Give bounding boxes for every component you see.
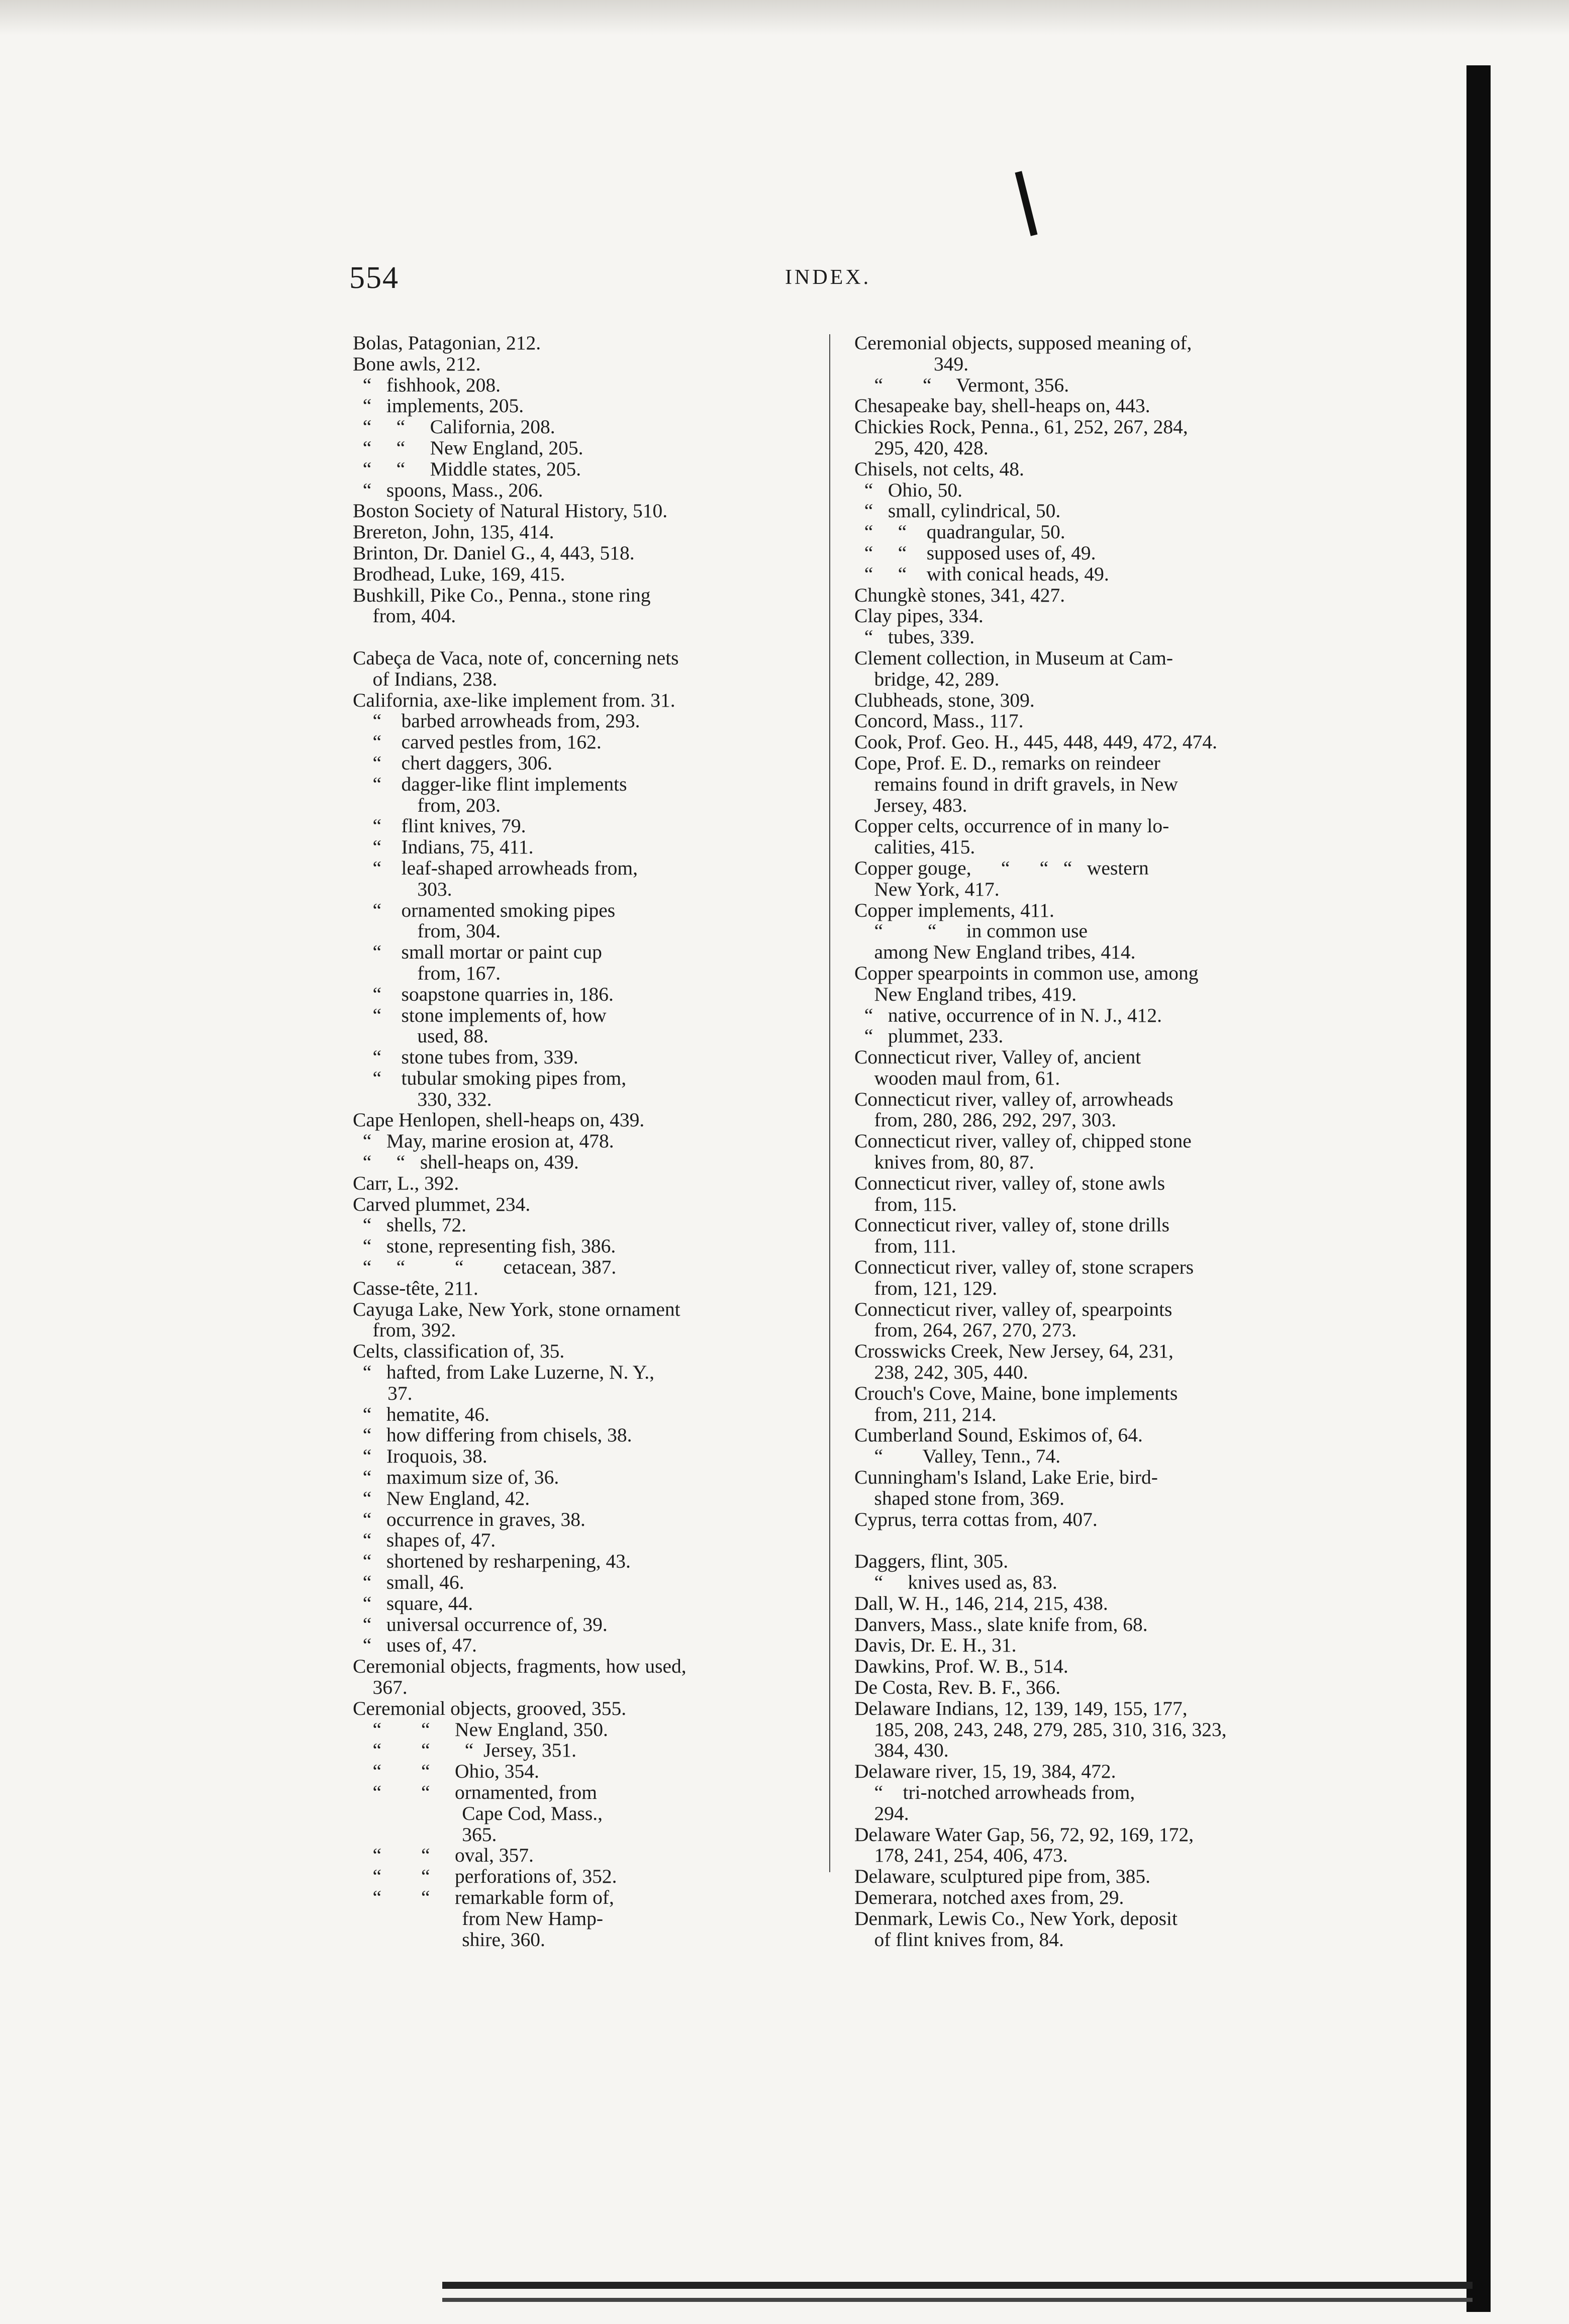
index-entry-line: from New Hamp- [353,1907,604,1929]
index-entry-line: “ “ shell-heaps on, 439. [353,1151,579,1174]
index-entry-line: calities, 415. [854,836,975,858]
index-entry-line: knives from, 80, 87. [854,1151,1034,1174]
index-entry-line: California, axe-like implement from. 31. [353,689,675,711]
index-entry-line: from, 167. [353,961,501,984]
index-entry-line: Bolas, Patagonian, 212. [353,332,541,354]
index-entry-line: “ Valley, Tenn., 74. [854,1445,1061,1468]
index-entry-line: among New England tribes, 414. [854,941,1136,963]
index-entry-line: Carved plummet, 234. [353,1193,531,1215]
index-entry-line: “ “ ornamented, from [353,1781,597,1803]
index-entry-line: wooden maul from, 61. [854,1067,1060,1089]
index-entry-line: Connecticut river, Valley of, ancient [854,1046,1141,1069]
index-entry-line: “ Iroquois, 38. [353,1445,487,1468]
index-entry-line: Brereton, John, 135, 414. [353,521,554,543]
index-entry-line: Cabeça de Vaca, note of, concerning nets [353,646,679,669]
column-divider [829,334,830,1872]
page-number: 554 [349,261,399,295]
index-entry-line: from, 121, 129. [854,1277,998,1299]
index-entry-line: 238, 242, 305, 440. [854,1361,1028,1384]
index-column-left [353,333,825,1950]
index-entry-line: from, 392. [353,1319,456,1341]
index-entry-line: Celts, classification of, 35. [353,1340,565,1363]
index-entry-line: Jersey, 483. [854,794,967,816]
index-entry-line: Bone awls, 212. [353,352,481,375]
index-entry-line: “ knives used as, 83. [854,1571,1057,1594]
index-entry-line: Delaware, sculptured pipe from, 385. [854,1865,1151,1888]
section-gap [353,627,825,648]
index-entry-line: from, 404. [353,605,456,627]
index-entry-line: Cayuga Lake, New York, stone ornament [353,1298,680,1320]
index-entry-line: Cyprus, terra cottas from, 407. [854,1508,1098,1530]
index-entry-line: “ stone implements of, how [353,1004,607,1026]
index-entry-line: Connecticut river, valley of, arrowheads [854,1088,1173,1110]
index-entry-line: “ “ “ cetacean, 387. [353,1256,617,1279]
index-entry-line: “ soapstone quarries in, 186. [353,983,614,1005]
index-entry-line: used, 88. [353,1025,488,1047]
index-entry-line: Ceremonial objects, fragments, how used, [353,1655,687,1678]
index-entry-line: “ universal occurrence of, 39. [353,1613,608,1635]
index-entry-line: Delaware Indians, 12, 139, 149, 155, 177, [854,1697,1188,1719]
index-entry-line: 303. [353,878,452,900]
index-entry-line: Copper spearpoints in common use, among [854,961,1199,984]
index-entry-line: “ uses of, 47. [353,1634,477,1657]
index-entry-line: Brodhead, Luke, 169, 415. [353,562,565,585]
index-entry-line: “ ornamented smoking pipes [353,899,616,921]
index-entry-line: Connecticut river, valley of, stone awls [854,1172,1165,1194]
index-entry-line: of Indians, 238. [353,667,498,690]
index-entry-line: “ maximum size of, 36. [353,1466,559,1489]
section-gap [854,1530,1322,1551]
index-entry-line: “ Ohio, 50. [854,478,963,501]
page-right-edge [1466,65,1491,2312]
index-entry-line: Delaware river, 15, 19, 384, 472. [854,1760,1116,1783]
index-entry-line: “ tubular smoking pipes from, [353,1067,627,1089]
index-entry-line: Demerara, notched axes from, 29. [854,1886,1124,1908]
index-entry-line: “ shortened by resharpening, 43. [353,1550,631,1573]
index-entry-line: from, 115. [854,1193,957,1215]
index-entry-line: 295, 420, 428. [854,436,989,459]
index-entry-line: New York, 417. [854,878,1000,900]
index-entry-line: Connecticut river, valley of, spearpoints [854,1298,1172,1320]
index-entry-line: Cumberland Sound, Eskimos of, 64. [854,1424,1143,1446]
index-entry-line: bridge, 42, 289. [854,667,1000,690]
index-entry-line: “ “ California, 208. [353,416,555,438]
index-entry-line: Copper implements, 411. [854,899,1054,921]
index-entry-line: “ “ New England, 350. [353,1718,608,1740]
index-entry-line: “ how differing from chisels, 38. [353,1424,632,1446]
index-entry-line: Copper gouge, “ “ “ western [854,856,1149,879]
index-entry-line: remains found in drift gravels, in New [854,772,1178,795]
index-entry-line: Boston Society of Natural History, 510. [353,500,668,522]
index-entry-line: “ small, cylindrical, 50. [854,500,1061,522]
index-entry-line: Clement collection, in Museum at Cam- [854,646,1173,669]
index-entry-line: shire, 360. [353,1928,545,1951]
index-entry-line: “ “ New England, 205. [353,436,583,459]
index-entry-line: 178, 241, 254, 406, 473. [854,1844,1068,1867]
index-entry-line: Crosswicks Creek, New Jersey, 64, 231, [854,1340,1173,1363]
index-entry-line: Copper celts, occurrence of in many lo- [854,815,1169,837]
index-entry-line: Cape Henlopen, shell-heaps on, 439. [353,1109,645,1131]
index-entry-line: De Costa, Rev. B. F., 366. [854,1676,1061,1698]
index-entry-line: “ “ quadrangular, 50. [854,521,1065,543]
index-entry-line: 384, 430. [854,1739,949,1762]
index-entry-line: Dall, W. H., 146, 214, 215, 438. [854,1592,1108,1614]
index-entry-line: “ hematite, 46. [353,1403,490,1425]
index-entry-line: “ small mortar or paint cup [353,941,602,963]
index-entry-line: 330, 332. [353,1088,492,1110]
index-entry-line: shaped stone from, 369. [854,1487,1064,1509]
index-entry-line: “ chert daggers, 306. [353,751,553,774]
index-entry-line: Chisels, not celts, 48. [854,457,1024,480]
index-entry-line: Casse-tête, 211. [353,1277,478,1299]
index-entry-line: Clubheads, stone, 309. [854,689,1035,711]
index-entry-line: Crouch's Cove, Maine, bone implements [854,1382,1178,1404]
index-entry-line: Ceremonial objects, grooved, 355. [353,1697,627,1719]
index-entry-line: Danvers, Mass., slate knife from, 68. [854,1613,1148,1635]
index-entry-line: “ “ perforations of, 352. [353,1865,617,1888]
index-entry-line: “ spoons, Mass., 206. [353,478,543,501]
index-entry-line: “ “ remarkable form of, [353,1886,614,1908]
index-entry-line: Concord, Mass., 117. [854,710,1024,732]
page-top-edge [0,0,1569,35]
index-entry-line: from, 280, 286, 292, 297, 303. [854,1109,1117,1131]
index-entry-line: “ carved pestles from, 162. [353,731,602,753]
index-entry-line: “ hafted, from Lake Luzerne, N. Y., [353,1361,654,1384]
index-entry-line: from, 111. [854,1235,956,1257]
index-entry-line: Denmark, Lewis Co., New York, deposit [854,1907,1178,1929]
index-entry-line: “ Indians, 75, 411. [353,836,534,858]
index-entry-line: 37. [353,1382,413,1404]
index-entry-line: “ shapes of, 47. [353,1529,496,1552]
index-entry-line: Clay pipes, 334. [854,605,984,627]
index-entry-line: “ “ supposed uses of, 49. [854,541,1096,564]
index-entry-line: “ “ in common use [854,920,1088,942]
index-entry-line: “ shells, 72. [353,1214,467,1236]
index-entry-line: “ implements, 205. [353,395,524,417]
index-entry-line: Connecticut river, valley of, stone drills [854,1214,1169,1236]
index-entry-line: Connecticut river, valley of, stone scrapers [854,1256,1194,1279]
index-entry-line: “ “ Ohio, 354. [353,1760,539,1783]
index-entry-line: 349. [854,352,969,375]
index-entry-line: Daggers, flint, 305. [854,1550,1009,1573]
index-entry-line: Cope, Prof. E. D., remarks on reindeer [854,751,1160,774]
index-entry-line: “ “ with conical heads, 49. [854,562,1109,585]
index-entry-line: “ “ Vermont, 356. [854,373,1069,396]
index-entry-line: “ tubes, 339. [854,626,975,648]
running-head: INDEX. [785,266,871,289]
index-entry-line: Chickies Rock, Penna., 61, 252, 267, 284, [854,416,1188,438]
index-entry-line: “ plummet, 233. [854,1025,1004,1047]
index-entry-line: “ barbed arrowheads from, 293. [353,710,640,732]
index-entry-line: “ stone tubes from, 339. [353,1046,578,1069]
index-entry-line: Bushkill, Pike Co., Penna., stone ring [353,584,651,606]
page-bottom-edge [442,2282,1473,2289]
index-entry-line: Ceremonial objects, supposed meaning of, [854,332,1192,354]
index-entry-line: “ “ Middle states, 205. [353,457,581,480]
index-entry-line: Chesapeake bay, shell-heaps on, 443. [854,395,1150,417]
index-entry-line: Dawkins, Prof. W. B., 514. [854,1655,1068,1678]
index-entry-line: “ “ “ Jersey, 351. [353,1739,576,1762]
index-entry-line: from, 304. [353,920,501,942]
index-entry-line: “ occurrence in graves, 38. [353,1508,585,1530]
index-entry-line: from, 203. [353,794,501,816]
index-entry-line: “ dagger-like flint implements [353,772,627,795]
index-entry-line: Cook, Prof. Geo. H., 445, 448, 449, 472, 474. [854,731,1217,753]
index-entry-line: 294. [854,1802,909,1824]
index-entry-line: “ tri-notched arrowheads from, [854,1781,1135,1803]
index-entry-line: Carr, L., 392. [353,1172,459,1194]
index-entry-line: “ stone, representing fish, 386. [353,1235,616,1257]
index-entry-line: 185, 208, 243, 248, 279, 285, 310, 316, 323, [854,1718,1227,1740]
index-entry-line: Cape Cod, Mass., [353,1802,603,1824]
index-entry-line: Cunningham's Island, Lake Erie, bird- [854,1466,1158,1489]
index-entry-line: from, 211, 214. [854,1403,997,1425]
index-entry-line: from, 264, 267, 270, 273. [854,1319,1077,1341]
index-entry-line: “ “ oval, 357. [353,1844,534,1867]
index-entry-line: Chungkè stones, 341, 427. [854,584,1065,606]
index-entry-line: “ leaf-shaped arrowheads from, [353,856,638,879]
index-entry-line: Connecticut river, valley of, chipped stone [854,1130,1192,1152]
index-entry-line: “ fishhook, 208. [353,373,501,396]
index-entry-line: Davis, Dr. E. H., 31. [854,1634,1017,1657]
index-entry-line: 367. [353,1676,408,1698]
index-entry-line: “ May, marine erosion at, 478. [353,1130,614,1152]
index-entry-line: New England tribes, 419. [854,983,1077,1005]
index-entry-line: Delaware Water Gap, 56, 72, 92, 169, 172, [854,1823,1194,1846]
index-entry-line: “ square, 44. [353,1592,473,1614]
ink-mark [1015,171,1037,236]
page-bottom-edge-shadow [442,2298,1473,2302]
index-entry-line: “ flint knives, 79. [353,815,526,837]
index-column-right [854,333,1322,1950]
index-entry-line: “ small, 46. [353,1571,464,1594]
index-entry-line: “ New England, 42. [353,1487,530,1509]
index-entry-line: of flint knives from, 84. [854,1928,1064,1951]
index-entry-line: Brinton, Dr. Daniel G., 4, 443, 518. [353,541,635,564]
index-entry-line: 365. [353,1823,497,1846]
index-entry-line: “ native, occurrence of in N. J., 412. [854,1004,1162,1026]
